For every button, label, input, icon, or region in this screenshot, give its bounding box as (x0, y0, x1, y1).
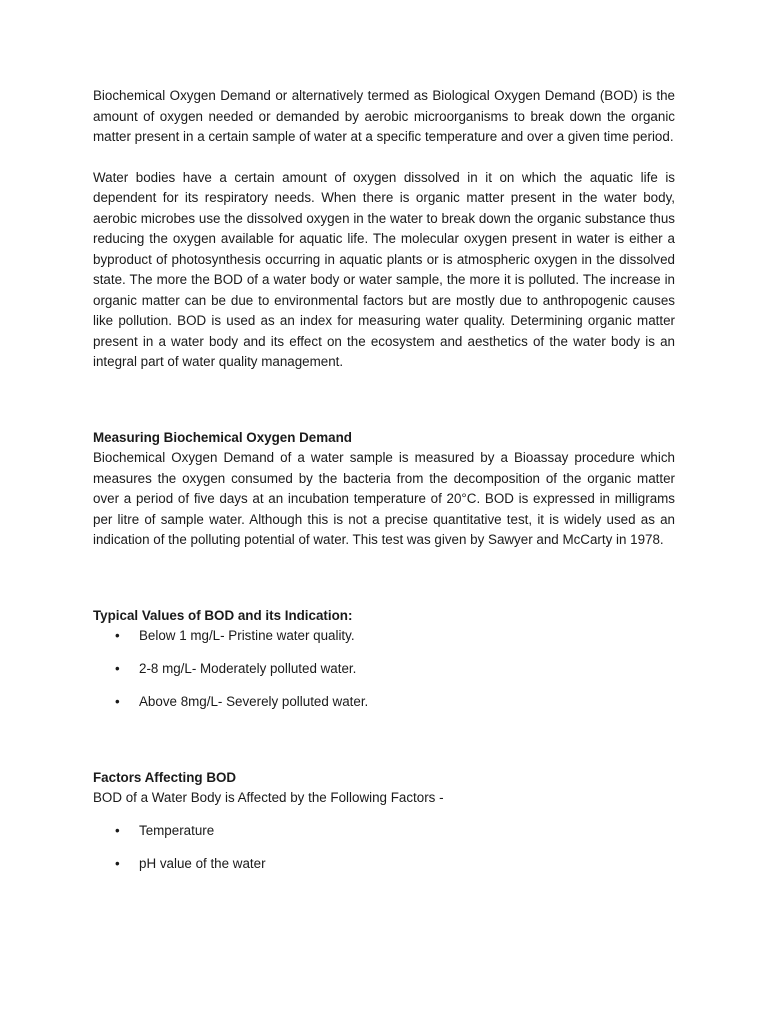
factors-list (93, 821, 675, 875)
bullet-icon: • (115, 661, 120, 676)
bullet-icon: • (115, 628, 120, 643)
list-item (93, 692, 675, 713)
list-item-text: Above 8mg/L- Severely polluted water. (139, 694, 369, 709)
measuring-heading: Measuring Biochemical Oxygen Demand (93, 429, 352, 445)
intro-paragraph-1: Biochemical Oxygen Demand or alternatively termed as Biological Oxygen Demand (BOD) is the amount of oxygen needed or demanded by aerobic microorganisms to break down the organic matter present in a certain sample of water at a specific temperature and over a given time period. (93, 88, 675, 144)
list-item-text: pH value of the water (139, 856, 266, 871)
document-page (93, 86, 675, 875)
list-item-text: 2-8 mg/L- Moderately polluted water. (139, 661, 357, 676)
bullet-icon: • (115, 856, 120, 871)
bullet-icon: • (115, 823, 120, 838)
list-item-text: Temperature (139, 823, 215, 838)
factors-section (93, 768, 675, 875)
list-item (93, 821, 675, 842)
bullet-icon: • (115, 694, 120, 709)
intro-paragraph-2: Water bodies have a certain amount of oxygen dissolved in it on which the aquatic life is dependent for its respiratory needs. When there is organic matter present in the water body, aerobic microbes use the dissolved oxygen in the water to break down the organic substance thus reducing the oxygen available for aquatic life. The molecular oxygen present in water is either a byproduct of photosynthesis occurring in aquatic plants or is atmospheric oxygen in the dissolved state. The more the BOD of a water body or water sample, the more it is polluted. The increase in organic matter can be due to environmental factors but are mostly due to anthropogenic causes like pollution. BOD is used as an index for measuring water quality. Determining organic matter present in a water body and its effect on the ecosystem and aesthetics of the water body is an integral part of water quality management. (93, 169, 675, 369)
measuring-body: Biochemical Oxygen Demand of a water sample is measured by a Bioassay procedure which measures the oxygen consumed by the bacteria from the decomposition of the organic matter over a period of five days at an incubation temperature of 20°C. BOD is expressed in milligrams per litre of sample water. Although this is not a precise quantitative test, it is widely used as an indication of the polluting potential of water. This test was given by Sawyer and McCarty in 1978. (93, 450, 675, 547)
factors-intro: BOD of a Water Body is Affected by the Following Factors - (93, 790, 444, 805)
measuring-section (93, 428, 675, 551)
list-item (93, 854, 675, 875)
factors-heading: Factors Affecting BOD (93, 769, 237, 785)
bod-values-list (93, 626, 675, 713)
list-item-text: Below 1 mg/L- Pristine water quality. (139, 628, 355, 643)
list-item (93, 626, 675, 647)
list-item (93, 659, 675, 680)
typical-values-section (93, 606, 675, 713)
typical-values-heading: Typical Values of BOD and its Indication: (93, 607, 353, 623)
